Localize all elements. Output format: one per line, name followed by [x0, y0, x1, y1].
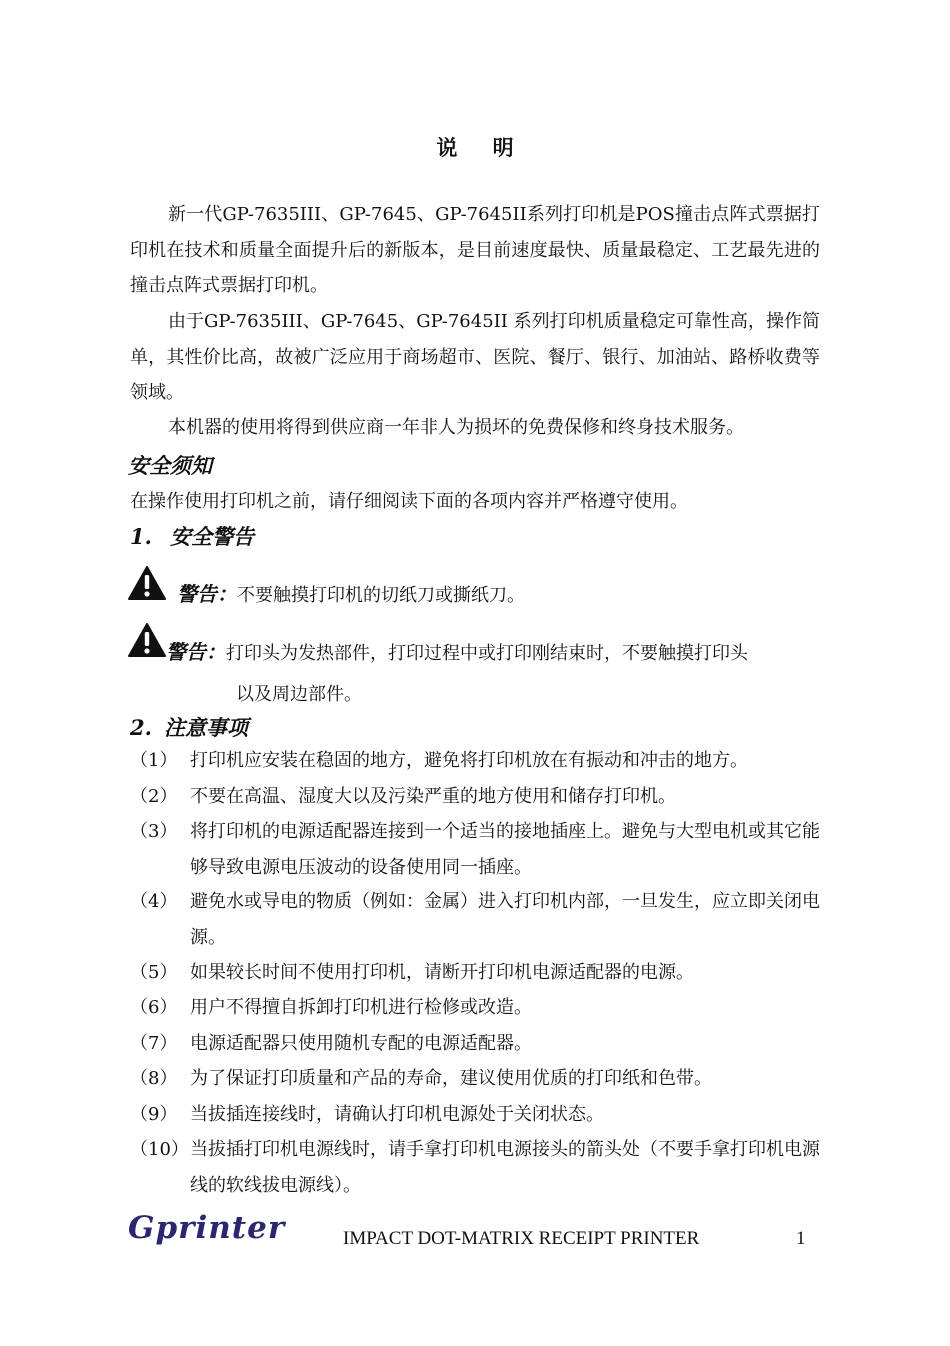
warning-1 [177, 578, 525, 607]
intro-paragraph-3: 本机器的使用将得到供应商一年非人为损坏的免费保修和终身技术服务。 [168, 417, 744, 438]
section-2-heading [130, 712, 248, 742]
brand-logo: Gprinter [128, 1210, 286, 1246]
footer-product-name: IMPACT DOT-MATRIX RECEIPT PRINTER [343, 1228, 700, 1249]
list-item [130, 884, 820, 955]
item-text: 当拔插打印机电源线时，请手拿打印机电源接头的箭头处（不要手拿打印机电源线的软线拔电源线）。 [190, 1139, 820, 1196]
item-number: （4） [130, 891, 178, 912]
intro-paragraph-2: 由于GP-7635III、GP-7645、GP-7645II 系列打印机质量稳定可靠性高，操作简单，其性价比高，故被广泛应用于商场超市、医院、餐厅、银行、加油站、路桥收费等领域。 [130, 311, 820, 403]
list-item [130, 779, 820, 815]
item-text: 将打印机的电源适配器连接到一个适当的接地插座上。避免与大型电机或其它能够导致电源电压波动的设备使用同一插座。 [190, 821, 820, 878]
list-item [130, 743, 820, 779]
list-item [130, 814, 820, 885]
warning-2-continued: 以及周边部件。 [236, 684, 362, 705]
section-2-number: 2. [130, 715, 152, 740]
item-text: 不要在高温、湿度大以及污染严重的地方使用和储存打印机。 [190, 786, 676, 807]
item-number: （7） [130, 1033, 178, 1054]
page-number: 1 [796, 1228, 806, 1249]
item-number: （9） [130, 1104, 178, 1125]
list-item [130, 1026, 820, 1062]
item-number: （1） [130, 750, 178, 771]
item-number: （2） [130, 786, 178, 807]
item-number: （6） [130, 997, 178, 1018]
item-text: 避免水或导电的物质（例如：金属）进入打印机内部，一旦发生，应立即关闭电源。 [190, 891, 820, 948]
item-number: （5） [130, 962, 178, 983]
list-item [130, 1061, 820, 1097]
list-item [130, 990, 820, 1026]
warning-1-label: 警告： [177, 582, 237, 606]
item-text: 打印机应安装在稳固的地方，避免将打印机放在有振动和冲击的地方。 [190, 750, 748, 771]
item-number: （8） [130, 1068, 178, 1089]
list-item [130, 1097, 820, 1133]
warning-2-label: 警告： [166, 640, 226, 664]
safety-intro: 在操作使用打印机之前，请仔细阅读下面的各项内容并严格遵守使用。 [130, 491, 688, 512]
item-text: 电源适配器只使用随机专配的电源适配器。 [190, 1033, 532, 1054]
section-2-title: 注意事项 [164, 715, 248, 740]
list-item [130, 955, 820, 991]
item-text: 为了保证打印质量和产品的寿命，建议使用优质的打印纸和色带。 [190, 1068, 712, 1089]
section-1-title: 安全警告 [170, 524, 254, 549]
warning-2-text: 打印头为发热部件，打印过程中或打印刚结束时，不要触摸打印头 [226, 643, 748, 664]
item-number: （3） [130, 821, 178, 842]
item-text: 当拔插连接线时，请确认打印机电源处于关闭状态。 [190, 1104, 604, 1125]
safety-heading: 安全须知 [128, 453, 212, 478]
list-item [130, 1132, 820, 1203]
item-text: 如果较长时间不使用打印机，请断开打印机电源适配器的电源。 [190, 962, 694, 983]
warning-icon [128, 566, 166, 600]
section-1-number: 1. [130, 524, 152, 549]
warning-2 [166, 636, 748, 665]
page-title: 说 明 [436, 135, 528, 160]
item-number: （10） [130, 1139, 189, 1160]
warning-icon [128, 623, 166, 657]
section-1-heading [130, 521, 254, 551]
intro-paragraph-1: 新一代GP-7635III、GP-7645、GP-7645II系列打印机是POS撞击点阵式票据打印机在技术和质量全面提升后的新版本，是目前速度最快、质量最稳定、工艺最先进的撞击点阵式票据打印机。 [130, 204, 820, 296]
warning-1-text: 不要触摸打印机的切纸刀或撕纸刀。 [237, 585, 525, 606]
item-text: 用户不得擅自拆卸打印机进行检修或改造。 [190, 997, 532, 1018]
